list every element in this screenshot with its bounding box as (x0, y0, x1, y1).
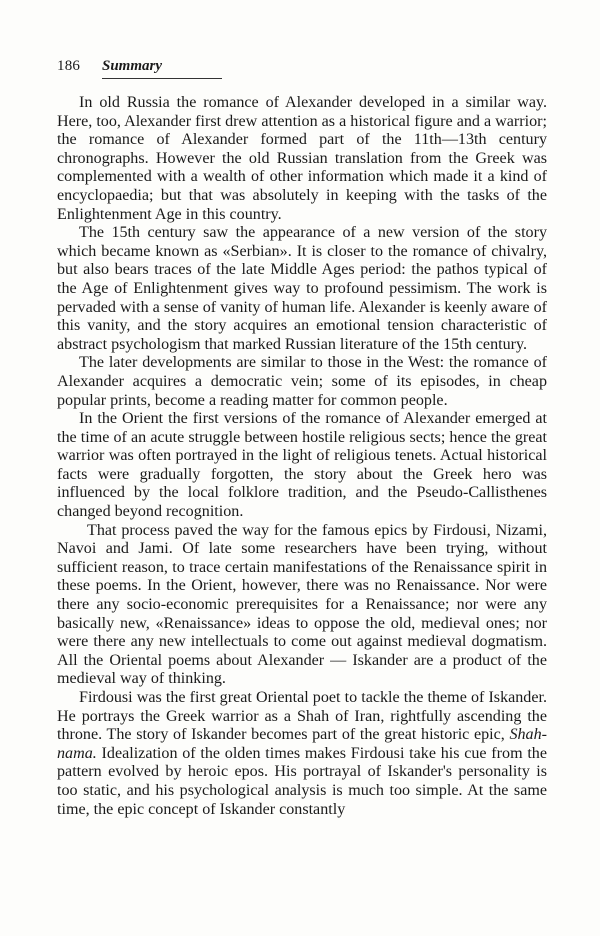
page-number: 186 (57, 58, 81, 74)
running-head (57, 58, 547, 80)
paragraph-orient: In the Orient the first versions of the romance of Alexander emerged at the time of an acute struggle between hostile religious sects; hence the great warrior was often portrayed in the light of religious tenets. Actual historical facts were gradually forgotten, the story about the Greek hero was influenced by the local folklore tradition, and the Pseudo-Callisthenes changed beyond recognition. (57, 410, 547, 521)
body-text (57, 94, 547, 819)
work-title-emphasis: Shah-nama. (57, 726, 547, 762)
paragraph-later-developments: The later developments are similar to those in the West: the romance of Alexander acquires a democratic vein; some of its episodes, in cheap popular prints, become a reading matter for common people. (57, 354, 547, 409)
section-title: Summary (102, 58, 163, 74)
paragraph-famous-epics: That process paved the way for the famous epics by Firdousi, Nizami, Navoi and Jami. Of late some researchers have been trying, without sufficient reason, to trace certain manifestations of the Renaissance spirit in these poems. In the Orient, however, there was no Renaissance. Nor were there any socio-economic prerequisites for a Renaissance; nor were any basically new, «Renaissance» ideas to oppose the old, medieval ones; nor were there any new intellectuals to come out against medieval dogmatism. All the Oriental poems about Alexander — Iskander are a product of the medieval way of thinking. (57, 521, 547, 688)
paragraph-old-russia: In old Russia the romance of Alexander developed in a similar way. Here, too, Alexander first drew attention as a historical figure and a warrior; the romance of Alexander formed part of the 11th—13th century chronographs. However the old Russian translation from the Greek was complemented with a wealth of other information which made it a kind of encyclopaedia; but that was absolutely in keeping with the tasks of the Enlightenment Age in this country. (57, 94, 547, 223)
paragraph-firdousi: Firdousi was the first great Oriental poet to tackle the theme of Iskander. He portrays the Greek warrior as a Shah of Iran, rightfully ascending the throne. The story of Iskander becomes part of the great historic epic, Shah-nama. Idealization of the olden times makes Firdousi take his cue from the pattern evolved by heroic epos. His portrayal of Iskander's personality is too static, and his psychological analysis is much too simple. At the same time, the epic concept of Iskander constantly (57, 689, 547, 818)
header-rule (102, 78, 222, 79)
paragraph-15th-century: The 15th century saw the appearance of a new version of the story which became known as «Serbian». It is closer to the romance of chivalry, but also bears traces of the late Middle Ages period: the pathos typical of the Age of Enlightenment gives way to profound pessimism. The work is pervaded with a sense of vanity of human life. Alexander is keenly aware of this vanity, and the story acquires an emotional tension characteristic of abstract psychologism that marked Russian literature of the 15th century. (57, 224, 547, 353)
